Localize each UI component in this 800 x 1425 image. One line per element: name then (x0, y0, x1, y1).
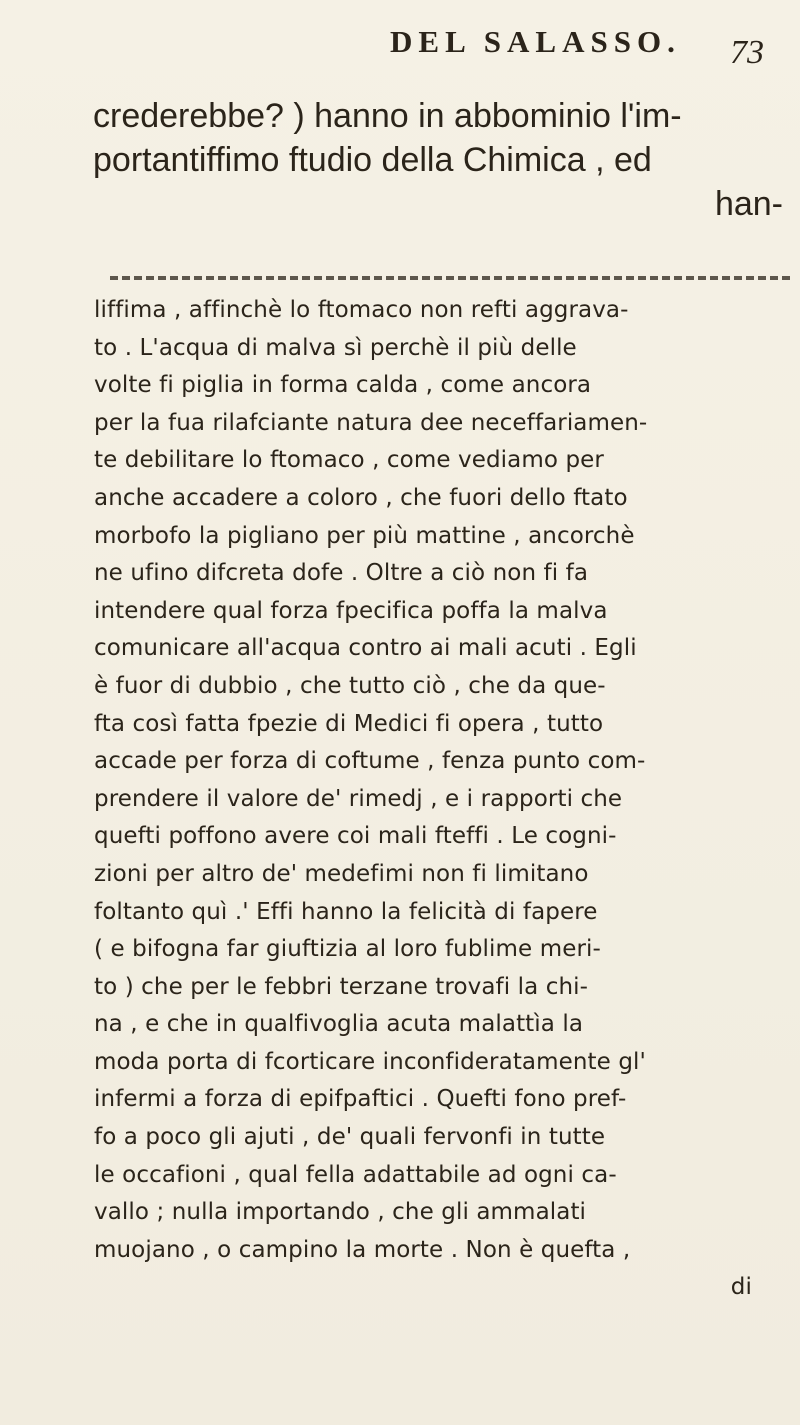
text-line: foltanto quì .' Effi hanno la felicità di fapere (94, 898, 598, 925)
body-text-block (94, 292, 788, 1307)
text-line: comunicare all'acqua contro ai mali acuti . Egli (94, 635, 637, 662)
text-line: le occafioni , qual fella adattabile ad ogni ca- (94, 1161, 617, 1188)
text-line: to . L'acqua di malva sì perchè il più delle (94, 334, 577, 361)
text-line: to ) che per le febbri terzane trovafi la chi- (94, 973, 589, 1000)
text-line: intendere qual forza fpecifica poffa la malva (94, 597, 608, 624)
text-line: vallo ; nulla importando , che gli ammalati (94, 1199, 587, 1226)
text-line: morbofo la pigliano per più mattine , ancorchè (94, 522, 635, 549)
text-line: portantiffimo ftudio della Chimica , ed (93, 141, 652, 179)
text-line: anche accadere a coloro , che fuori dello ftato (94, 484, 628, 511)
text-line: accade per forza di coftume , fenza punto com- (94, 748, 646, 775)
text-line: ne ufino difcreta dofe . Oltre a ciò non fi fa (94, 560, 589, 587)
text-line: moda porta di fcorticare inconfideratamente gl' (94, 1048, 646, 1075)
text-line: fo a poco gli ajuti , de' quali fervonfi in tutte (94, 1124, 606, 1151)
text-line: prendere il valore de' rimedj , e i rapporti che (94, 785, 623, 812)
text-line: fta così fatta fpezie di Medici fi opera , tutto (94, 710, 604, 737)
text-line: per la fua rilafciante natura dee neceffariamen- (94, 409, 648, 436)
text-line: liffima , affinchè lo ftomaco non refti aggrava- (94, 297, 629, 323)
catchword: han- (714, 185, 783, 223)
text-line: è fuor di dubbio , che tutto ciò , che da que- (94, 672, 606, 699)
catchword: di (730, 1274, 752, 1301)
text-line: infermi a forza di epifpaftici . Quefti fono pref- (94, 1086, 627, 1113)
text-line: muojano , o campino la morte . Non è quefta , (94, 1236, 631, 1263)
text-line: te debilitare lo ftomaco , come vediamo per (94, 447, 604, 474)
top-text-block (93, 94, 783, 226)
text-line: quefti poffono avere coi mali fteffi . Le cogni- (94, 823, 617, 850)
text-line: ( e bifogna far giuftizia al loro fublime meri- (94, 936, 601, 963)
page-fold-divider (110, 276, 790, 280)
text-line: na , e che in qualfivoglia acuta malattìa la (94, 1011, 584, 1038)
text-line: volte fi piglia in forma calda , come ancora (94, 372, 592, 399)
text-line: crederebbe? ) hanno in abbominio l'im- (93, 97, 682, 135)
text-line: zioni per altro de' medefimi non fi limitano (94, 860, 589, 887)
page-number: 73 (730, 34, 764, 71)
running-head: DEL SALASSO. (390, 24, 681, 59)
